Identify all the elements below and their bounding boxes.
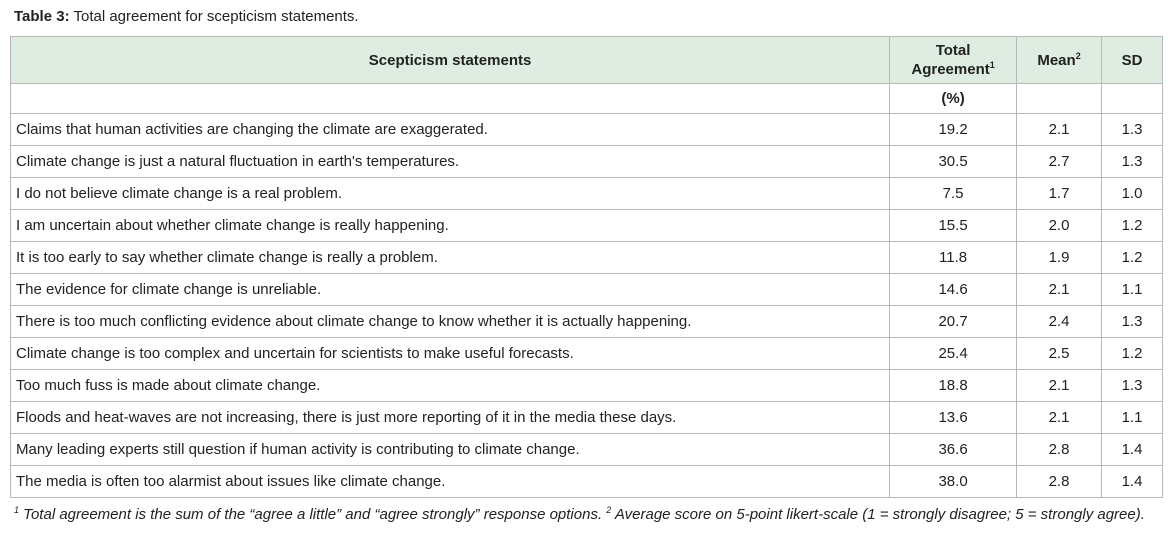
table-row: [11, 178, 1163, 210]
statement-cell: Floods and heat-waves are not increasing, there is just more reporting of it in the media these days.: [11, 402, 890, 434]
sd-cell: 1.4: [1102, 466, 1163, 498]
header-mean: [1017, 37, 1102, 84]
statement-cell: I do not believe climate change is a real problem.: [11, 178, 890, 210]
mean-cell: 2.1: [1017, 370, 1102, 402]
unit-blank-statements: [11, 84, 890, 114]
table-row: [11, 370, 1163, 402]
mean-cell: 1.7: [1017, 178, 1102, 210]
footnote-text-2: Average score on 5-point likert-scale (1 = strongly disagree; 5 = strongly agree).: [611, 506, 1145, 523]
header-row: [11, 37, 1163, 84]
mean-cell: 2.1: [1017, 114, 1102, 146]
table-row: [11, 466, 1163, 498]
header-sd: [1102, 37, 1163, 84]
agreement-cell: 19.2: [890, 114, 1017, 146]
mean-cell: 2.4: [1017, 306, 1102, 338]
table-caption: [14, 8, 359, 25]
agreement-cell: 15.5: [890, 210, 1017, 242]
sd-cell: 1.3: [1102, 114, 1163, 146]
mean-cell: 2.1: [1017, 402, 1102, 434]
caption-label: Table 3:: [14, 8, 70, 25]
header-total-line1: Total: [935, 42, 971, 59]
unit-percent: [890, 84, 1017, 114]
mean-cell: 2.7: [1017, 146, 1102, 178]
sd-cell: 1.0: [1102, 178, 1163, 210]
header-total-line2: Agreement: [911, 61, 990, 78]
scepticism-table: [10, 36, 1163, 498]
sd-cell: 1.2: [1102, 338, 1163, 370]
agreement-cell: 11.8: [890, 242, 1017, 274]
statement-cell: Climate change is just a natural fluctuation in earth's temperatures.: [11, 146, 890, 178]
agreement-cell: 30.5: [890, 146, 1017, 178]
header-mean-label: Mean: [1037, 51, 1076, 69]
unit-blank-sd: [1102, 84, 1163, 114]
header-total-agreement: [890, 37, 1017, 84]
sd-cell: 1.1: [1102, 402, 1163, 434]
sd-cell: 1.4: [1102, 434, 1163, 466]
table-row: [11, 146, 1163, 178]
statement-cell: It is too early to say whether climate change is really a problem.: [11, 242, 890, 274]
unit-percent-label: (%): [941, 90, 965, 107]
agreement-cell: 13.6: [890, 402, 1017, 434]
table-row: [11, 402, 1163, 434]
statement-cell: The media is often too alarmist about issues like climate change.: [11, 466, 890, 498]
table-row: [11, 274, 1163, 306]
statement-cell: I am uncertain about whether climate change is really happening.: [11, 210, 890, 242]
sd-cell: 1.2: [1102, 210, 1163, 242]
header-statements: [11, 37, 890, 84]
header-sd-label: SD: [1121, 51, 1143, 69]
header-statements-label: Scepticism statements: [368, 51, 532, 69]
table-row: [11, 306, 1163, 338]
mean-cell: 1.9: [1017, 242, 1102, 274]
mean-cell: 2.5: [1017, 338, 1102, 370]
statement-cell: Too much fuss is made about climate change.: [11, 370, 890, 402]
statement-cell: There is too much conflicting evidence about climate change to know whether it is actually happening.: [11, 306, 890, 338]
mean-cell: 2.8: [1017, 434, 1102, 466]
statement-cell: The evidence for climate change is unreliable.: [11, 274, 890, 306]
unit-blank-mean: [1017, 84, 1102, 114]
agreement-cell: 38.0: [890, 466, 1017, 498]
agreement-cell: 20.7: [890, 306, 1017, 338]
sd-cell: 1.1: [1102, 274, 1163, 306]
table-row: [11, 338, 1163, 370]
mean-cell: 2.1: [1017, 274, 1102, 306]
header-total-sup: 1: [989, 60, 995, 70]
footnote-sup-1: 1: [14, 505, 20, 515]
agreement-cell: 36.6: [890, 434, 1017, 466]
unit-row: [11, 84, 1163, 114]
sd-cell: 1.3: [1102, 370, 1163, 402]
sd-cell: 1.3: [1102, 146, 1163, 178]
table-footnote: [14, 505, 1166, 525]
agreement-cell: 14.6: [890, 274, 1017, 306]
caption-text: Total agreement for scepticism statements.: [73, 8, 359, 25]
mean-cell: 2.8: [1017, 466, 1102, 498]
sd-cell: 1.3: [1102, 306, 1163, 338]
agreement-cell: 25.4: [890, 338, 1017, 370]
sd-cell: 1.2: [1102, 242, 1163, 274]
table-row: [11, 114, 1163, 146]
statement-cell: Many leading experts still question if human activity is contributing to climate change.: [11, 434, 890, 466]
agreement-cell: 7.5: [890, 178, 1017, 210]
table-row: [11, 242, 1163, 274]
table-row: [11, 434, 1163, 466]
footnote-text-1: Total agreement is the sum of the “agree a little” and “agree strongly” response options.: [19, 506, 607, 523]
statement-cell: Claims that human activities are changing the climate are exaggerated.: [11, 114, 890, 146]
table-body: [11, 114, 1163, 498]
mean-cell: 2.0: [1017, 210, 1102, 242]
table-header: [11, 37, 1163, 114]
statement-cell: Climate change is too complex and uncertain for scientists to make useful forecasts.: [11, 338, 890, 370]
agreement-cell: 18.8: [890, 370, 1017, 402]
table-row: [11, 210, 1163, 242]
footnote-sup-2: 2: [606, 505, 612, 515]
header-mean-sup: 2: [1075, 50, 1081, 61]
